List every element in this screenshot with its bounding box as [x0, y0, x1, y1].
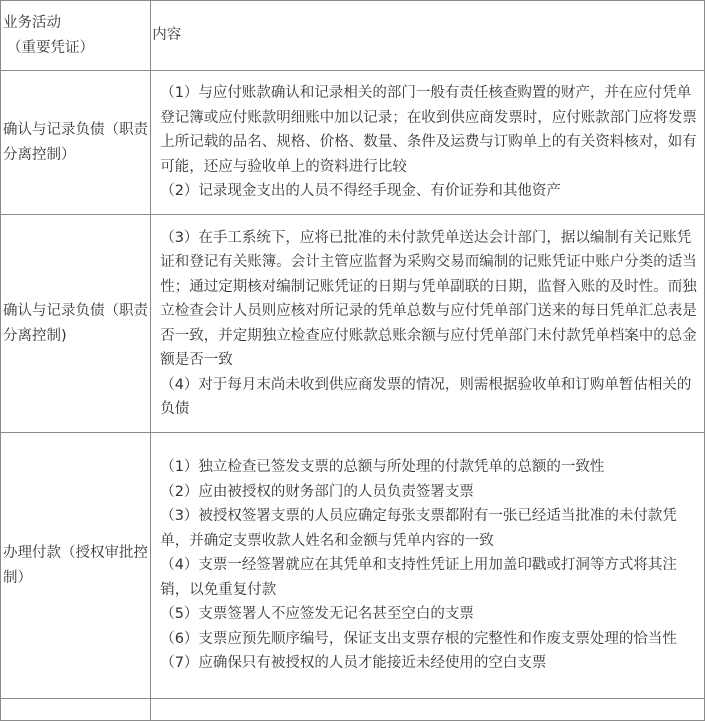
header-activity-sublabel: （重要凭证） — [7, 39, 94, 56]
content-cell — [151, 215, 705, 433]
table-row — [1, 215, 705, 433]
activity-label: 确认与记录负债（职责分离控制) — [3, 303, 148, 344]
activity-label: 确认与记录负债（职责分离控制） — [3, 122, 148, 163]
table-row — [1, 71, 705, 215]
content-item: （5）支票签署人不应签发无记名甚至空白的支票 — [160, 606, 474, 623]
content-item: （4）对于每月末尚未收到供应商发票的情况，则需根据验收单和订购单暂估相关的负债 — [160, 376, 692, 417]
content-cell — [151, 433, 705, 699]
content-item: （6）支票应预先顺序编号，保证支出支票存根的完整性和作废支票处理的恰当性 — [160, 630, 677, 647]
content-item: （2）记录现金支出的人员不得经手现金、有价证券和其他资产 — [160, 183, 561, 200]
content-item: （3）被授权签署支票的人员应确定每张支票都附有一张已经适当批准的未付款凭单，并确定支票收款人姓名和金额与凭单内容的一致 — [160, 508, 677, 549]
activity-label: 办理付款（授权审批控制） — [3, 545, 148, 586]
activity-cell-empty — [1, 699, 151, 721]
header-activity-label: 业务活动 — [3, 15, 61, 31]
activity-cell — [1, 433, 151, 699]
header-activity-cell — [1, 1, 151, 71]
header-content-cell — [151, 1, 705, 71]
table-row-partial — [1, 699, 705, 721]
activity-cell — [1, 215, 151, 433]
header-content-label: 内容 — [152, 27, 182, 44]
content-cell — [151, 71, 705, 215]
content-item: （1）独立检查已签发支票的总额与所处理的付款凭单的总额的一致性 — [160, 459, 605, 476]
content-cell-empty — [151, 699, 705, 721]
content-item: （1）与应付账款确认和记录相关的部门一般有责任核查购置的财产，并在应付凭单登记簿或应付账款明细账中加以记录；在收到供应商发票时，应付账款部门应将发票上所记载的品名、规格、价格、数量、条件及运费与订购单上的有关资料核对，如有可能，还应与验收单上的资料进行比较 — [160, 85, 697, 175]
content-item: （4）支票一经签署就应在其凭单和支持性凭证上用加盖印戳或打洞等方式将其注销，以免重复付款 — [160, 557, 677, 598]
activity-cell — [1, 71, 151, 215]
table-row — [1, 433, 705, 699]
header-row — [1, 1, 705, 71]
content-item: （7）应确保只有被授权的人员才能接近未经使用的空白支票 — [160, 655, 547, 672]
content-item: （3）在手工系统下，应将已批准的未付款凭单送达会计部门，据以编制有关记账凭证和登记有关账簿。会计主管应监督为采购交易而编制的记账凭证中账户分类的适当性；通过定期核对编制记账凭证的日期与凭单副联的日期，监督入账的及时性。而独立检查会计人员则应核对所记录的凭单总数与应付凭单部门送来的每日凭单汇总表是否一致，并定期独立检查应付账款总账余额与应付凭单部门未付款凭单档案中的总金额是否一致 — [160, 229, 697, 368]
content-item: （2）应由被授权的财务部门的人员负责签署支票 — [160, 483, 474, 500]
